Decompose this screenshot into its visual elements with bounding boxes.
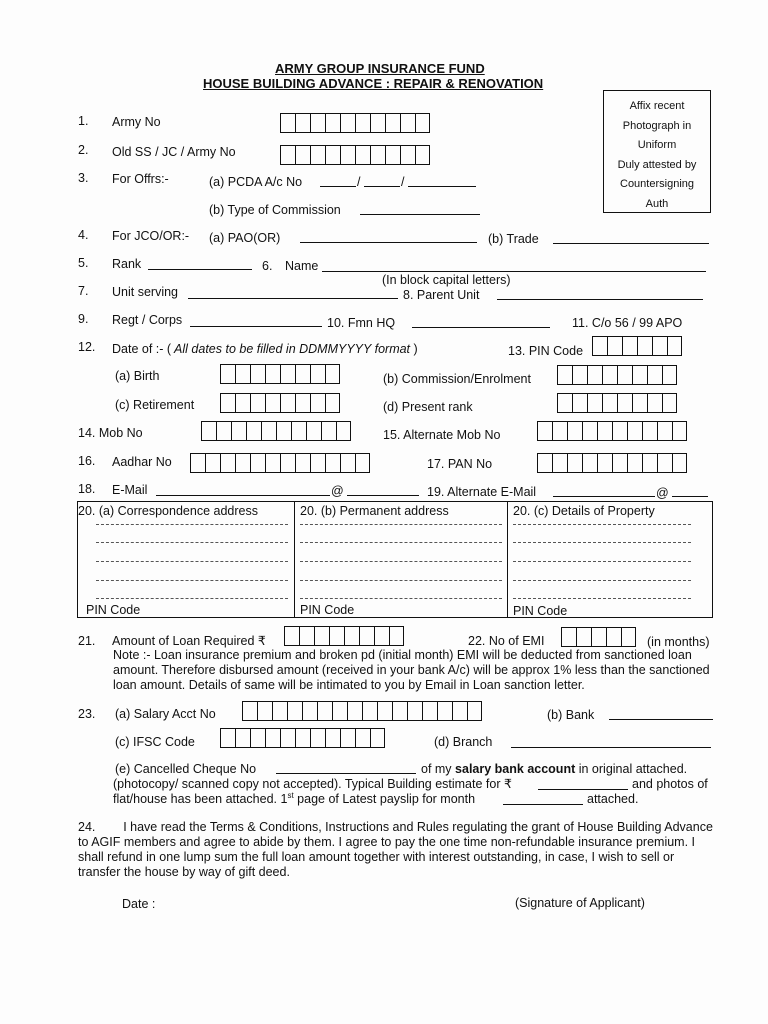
permanent-address-header: 20. (b) Permanent address <box>300 504 449 518</box>
digit-box[interactable] <box>280 728 295 748</box>
item-number: 18. <box>78 482 96 496</box>
property-details-header: 20. (c) Details of Property <box>513 504 655 518</box>
digit-box[interactable] <box>295 364 310 384</box>
item-number: 16. <box>78 454 96 468</box>
digit-box[interactable] <box>622 336 637 356</box>
digit-box[interactable] <box>592 336 607 356</box>
digit-box[interactable] <box>310 453 325 473</box>
digit-box[interactable] <box>310 113 325 133</box>
name-label: Name <box>285 259 319 273</box>
correspondence-address-header: 20. (a) Correspondence address <box>78 504 258 518</box>
cheque-original: in original attached. <box>578 762 688 776</box>
digit-box[interactable] <box>235 364 250 384</box>
rank-label: Rank <box>112 257 142 271</box>
digit-box[interactable] <box>392 701 407 721</box>
digit-box[interactable] <box>617 393 632 413</box>
ifsc-label: (c) IFSC Code <box>115 735 195 749</box>
pao-label: (a) PAO(OR) <box>209 231 281 245</box>
branch-line[interactable] <box>511 747 711 748</box>
unit-label: Unit serving <box>112 285 178 299</box>
digit-box[interactable] <box>567 453 582 473</box>
digit-box[interactable] <box>201 421 216 441</box>
digit-box[interactable] <box>370 145 385 165</box>
digit-box[interactable] <box>632 365 647 385</box>
alt-email-label: 19. Alternate E-Mail <box>427 485 537 499</box>
date-format-note: All dates to be filled in DDMMYYYY format <box>171 342 414 356</box>
alt-email-at: @ <box>656 486 669 500</box>
digit-box[interactable] <box>612 453 627 473</box>
digit-box[interactable] <box>250 364 265 384</box>
digit-box[interactable] <box>400 113 415 133</box>
digit-box[interactable] <box>374 626 389 646</box>
digit-box[interactable] <box>325 364 340 384</box>
digit-box[interactable] <box>672 453 687 473</box>
digit-box[interactable] <box>265 728 280 748</box>
cheque-label: (e) Cancelled Cheque No <box>115 762 257 776</box>
digit-box[interactable] <box>220 728 235 748</box>
digit-box[interactable] <box>220 364 235 384</box>
digit-box[interactable] <box>652 336 667 356</box>
digit-box[interactable] <box>325 145 340 165</box>
old-no-label: Old SS / JC / Army No <box>112 145 236 159</box>
digit-box[interactable] <box>295 453 310 473</box>
digit-box[interactable] <box>662 365 677 385</box>
months-label: (in months) <box>647 635 710 649</box>
digit-box[interactable] <box>415 145 430 165</box>
digit-box[interactable] <box>642 453 657 473</box>
cheque-no-line[interactable] <box>276 773 416 774</box>
branch-label: (d) Branch <box>434 735 493 749</box>
army-no-label: Army No <box>112 115 161 129</box>
commission-label: (b) Commission/Enrolment <box>383 372 531 386</box>
item-number: 5. <box>78 256 89 270</box>
fmn-label: 10. Fmn HQ <box>327 316 396 330</box>
digit-box[interactable] <box>284 626 299 646</box>
estimate-label-end: and photos of <box>632 777 708 791</box>
trade-line[interactable] <box>553 243 709 244</box>
pcda-part3-line[interactable] <box>408 186 476 187</box>
permanent-pin-label: PIN Code <box>300 603 355 617</box>
digit-box[interactable] <box>355 453 370 473</box>
estimate-amount-line[interactable] <box>538 789 628 790</box>
digit-box[interactable] <box>617 365 632 385</box>
digit-box[interactable] <box>190 453 205 473</box>
digit-box[interactable] <box>235 393 250 413</box>
digit-box[interactable] <box>607 336 622 356</box>
salary-acct-boxes[interactable] <box>242 701 482 721</box>
digit-box[interactable] <box>295 113 310 133</box>
digit-box[interactable] <box>340 728 355 748</box>
form-title: ARMY GROUP INSURANCE FUND <box>275 61 485 76</box>
photo-line: Photograph in <box>622 119 692 132</box>
digit-box[interactable] <box>205 453 220 473</box>
digit-box[interactable] <box>400 145 415 165</box>
alt-mob-no-boxes[interactable] <box>537 421 687 441</box>
rank-line[interactable] <box>148 269 252 270</box>
digit-box[interactable] <box>295 393 310 413</box>
digit-box[interactable] <box>362 701 377 721</box>
aadhar-label: Aadhar No <box>112 455 172 469</box>
digit-box[interactable] <box>329 626 344 646</box>
date-close: ) <box>413 342 418 356</box>
digit-box[interactable] <box>287 701 302 721</box>
pcda-label: (a) PCDA A/c No <box>209 175 303 189</box>
emi-label: 22. No of EMI <box>468 634 545 648</box>
fmn-line[interactable] <box>412 327 550 328</box>
item-number: 21. <box>78 634 96 648</box>
digit-box[interactable] <box>642 421 657 441</box>
regt-line[interactable] <box>190 326 322 327</box>
pan-boxes[interactable] <box>537 453 687 473</box>
photo-line: Auth <box>645 197 669 210</box>
item-number: 12. <box>78 340 96 354</box>
aadhar-boxes[interactable] <box>190 453 370 473</box>
digit-box[interactable] <box>265 393 280 413</box>
digit-box[interactable] <box>325 113 340 133</box>
digit-box[interactable] <box>627 421 642 441</box>
digit-box[interactable] <box>370 728 385 748</box>
email-domain-line[interactable] <box>347 495 419 496</box>
pcda-part2-line[interactable] <box>364 186 400 187</box>
digit-box[interactable] <box>422 701 437 721</box>
digit-box[interactable] <box>295 145 310 165</box>
digit-box[interactable] <box>587 393 602 413</box>
cheque-row-end <box>421 763 687 776</box>
digit-box[interactable] <box>317 701 332 721</box>
digit-box[interactable] <box>332 701 347 721</box>
date-of-label: Date of :- ( <box>112 342 172 356</box>
ifsc-boxes[interactable] <box>220 728 385 748</box>
pin-code-label: 13. PIN Code <box>508 344 584 358</box>
property-line[interactable] <box>513 561 691 562</box>
item-number: 4. <box>78 228 89 242</box>
estimate-label: (photocopy/ scanned copy not accepted). Typical Building estimate for ₹ <box>113 777 512 791</box>
payslip-month-line[interactable] <box>503 804 583 805</box>
parent-unit-label: 8. Parent Unit <box>403 288 480 302</box>
date-of-row <box>112 343 418 356</box>
digit-box[interactable] <box>597 421 612 441</box>
digit-box[interactable] <box>302 701 317 721</box>
commission-date-boxes[interactable] <box>557 365 677 385</box>
digit-box[interactable] <box>385 145 400 165</box>
digit-box[interactable] <box>385 113 400 133</box>
alt-email-domain-line[interactable] <box>672 496 708 497</box>
permanent-line[interactable] <box>300 580 502 581</box>
digit-box[interactable] <box>597 453 612 473</box>
trade-label: (b) Trade <box>488 232 539 246</box>
digit-box[interactable] <box>582 453 597 473</box>
old-no-boxes[interactable] <box>280 145 430 165</box>
digit-box[interactable] <box>355 113 370 133</box>
payslip-attached: attached. <box>587 792 639 806</box>
digit-box[interactable] <box>280 364 295 384</box>
digit-box[interactable] <box>557 365 572 385</box>
property-line[interactable] <box>513 580 691 581</box>
pcda-slash: / <box>357 175 361 189</box>
army-no-boxes[interactable] <box>280 113 430 133</box>
unit-line[interactable] <box>188 298 398 299</box>
digit-box[interactable] <box>561 627 576 647</box>
digit-box[interactable] <box>250 453 265 473</box>
digit-box[interactable] <box>257 701 272 721</box>
digit-box[interactable] <box>672 421 687 441</box>
digit-box[interactable] <box>306 421 321 441</box>
digit-box[interactable] <box>467 701 482 721</box>
present-rank-date-boxes[interactable] <box>557 393 677 413</box>
digit-box[interactable] <box>572 365 587 385</box>
photo-line: Duly attested by <box>617 158 697 171</box>
digit-box[interactable] <box>340 113 355 133</box>
digit-box[interactable] <box>537 453 552 473</box>
permanent-line[interactable] <box>300 561 502 562</box>
digit-box[interactable] <box>370 113 385 133</box>
item-number: 23. <box>78 707 96 721</box>
block-letters-note: (In block capital letters) <box>382 273 511 287</box>
permanent-line[interactable] <box>300 598 502 599</box>
column-divider <box>507 502 508 617</box>
digit-box[interactable] <box>321 421 336 441</box>
digit-box[interactable] <box>246 421 261 441</box>
digit-box[interactable] <box>667 336 682 356</box>
loan-amount-boxes[interactable] <box>284 626 404 646</box>
digit-box[interactable] <box>265 364 280 384</box>
pao-line[interactable] <box>300 242 477 243</box>
correspondence-line[interactable] <box>96 542 288 543</box>
payslip-text-a: flat/house has been attached. 1 <box>113 792 288 807</box>
digit-box[interactable] <box>231 421 246 441</box>
loan-note: Note :- Loan insurance premium and broken pd (initial month) EMI will be deducted from sanctioned loan amount. Therefore disbursed amount (received in your bank A/c) will be approx 1% less than the sanctioned loan amount. Details of same will be intimated to you by Email in Loan sanction letter. <box>113 648 710 692</box>
digit-box[interactable] <box>377 701 392 721</box>
digit-box[interactable] <box>359 626 374 646</box>
photo-box[interactable] <box>603 90 711 213</box>
present-rank-label: (d) Present rank <box>383 400 473 414</box>
item-number: 6. <box>262 259 273 273</box>
digit-box[interactable] <box>591 627 606 647</box>
item-number: 3. <box>78 171 89 185</box>
correspondence-line[interactable] <box>96 598 288 599</box>
digit-box[interactable] <box>567 421 582 441</box>
digit-box[interactable] <box>657 421 672 441</box>
jco-label: For JCO/OR:- <box>112 229 190 243</box>
commission-type-label: (b) Type of Commission <box>209 203 341 217</box>
digit-box[interactable] <box>452 701 467 721</box>
digit-box[interactable] <box>647 365 662 385</box>
declaration-paragraph <box>78 820 714 880</box>
digit-box[interactable] <box>261 421 276 441</box>
digit-box[interactable] <box>632 393 647 413</box>
permanent-line[interactable] <box>300 524 502 525</box>
digit-box[interactable] <box>314 626 329 646</box>
birth-date-boxes[interactable] <box>220 364 340 384</box>
digit-box[interactable] <box>437 701 452 721</box>
photo-line: Countersigning <box>620 178 694 190</box>
item-number: 7. <box>78 284 89 298</box>
pan-label: 17. PAN No <box>427 457 493 471</box>
digit-box[interactable] <box>280 145 295 165</box>
salary-acct-label: (a) Salary Acct No <box>115 707 216 721</box>
digit-box[interactable] <box>415 113 430 133</box>
digit-box[interactable] <box>572 393 587 413</box>
digit-box[interactable] <box>265 453 280 473</box>
emi-boxes[interactable] <box>561 627 636 647</box>
digit-box[interactable] <box>355 728 370 748</box>
digit-box[interactable] <box>310 728 325 748</box>
digit-box[interactable] <box>355 145 370 165</box>
digit-box[interactable] <box>582 421 597 441</box>
digit-box[interactable] <box>602 393 617 413</box>
bank-line[interactable] <box>609 719 713 720</box>
form-subtitle: HOUSE BUILDING ADVANCE : REPAIR & RENOVATION <box>203 76 544 91</box>
property-line[interactable] <box>513 598 691 599</box>
digit-box[interactable] <box>216 421 231 441</box>
digit-box[interactable] <box>537 421 552 441</box>
pcda-slash: / <box>401 175 405 189</box>
item-number: 9. <box>78 312 89 326</box>
digit-box[interactable] <box>250 393 265 413</box>
date-label: Date : <box>122 897 156 911</box>
signature-label: (Signature of Applicant) <box>515 896 645 910</box>
email-label: E-Mail <box>112 483 148 497</box>
digit-box[interactable] <box>276 421 291 441</box>
mob-label: 14. Mob No <box>78 426 143 440</box>
digit-box[interactable] <box>552 453 567 473</box>
digit-box[interactable] <box>576 627 591 647</box>
correspondence-line[interactable] <box>96 561 288 562</box>
property-line[interactable] <box>513 524 691 525</box>
digit-box[interactable] <box>310 364 325 384</box>
pcda-part1-line[interactable] <box>320 186 356 187</box>
item-number: 24. <box>78 820 96 834</box>
declaration-text: I have read the Terms & Conditions, Instructions and Rules regulating the grant of House Building Advance to AGIF members and agree to abide by them. I agree to pay the one time non-refundable insurance premium. I shall refund in one lump sum the full loan amount together with interest outstanding, in case, I wish to sell or transfer the house by way of gift deed. <box>78 820 713 879</box>
digit-box[interactable] <box>220 453 235 473</box>
item-number: 1. <box>78 114 89 128</box>
loan-amount-label: Amount of Loan Required ₹ <box>112 634 266 648</box>
alt-email-user-line[interactable] <box>553 496 655 497</box>
photo-line: Uniform <box>637 139 677 151</box>
retirement-date-boxes[interactable] <box>220 393 340 413</box>
photo-line: Affix recent <box>629 100 685 112</box>
digit-box[interactable] <box>242 701 257 721</box>
digit-box[interactable] <box>344 626 359 646</box>
column-divider <box>294 502 295 617</box>
digit-box[interactable] <box>627 453 642 473</box>
digit-box[interactable] <box>662 393 677 413</box>
mob-no-boxes[interactable] <box>201 421 351 441</box>
digit-box[interactable] <box>621 627 636 647</box>
cheque-of-my: of my <box>421 762 452 776</box>
retirement-label: (c) Retirement <box>115 398 195 412</box>
alt-mob-label: 15. Alternate Mob No <box>383 428 501 442</box>
correspondence-line[interactable] <box>96 580 288 581</box>
digit-box[interactable] <box>602 365 617 385</box>
commission-type-line[interactable] <box>360 214 480 215</box>
address-table <box>77 501 713 618</box>
correspondence-line[interactable] <box>96 524 288 525</box>
digit-box[interactable] <box>235 728 250 748</box>
correspondence-pin-label: PIN Code <box>86 603 141 617</box>
payslip-text-b: page of Latest payslip for month <box>293 792 476 807</box>
email-at: @ <box>331 484 344 498</box>
digit-box[interactable] <box>280 393 295 413</box>
digit-box[interactable] <box>657 453 672 473</box>
birth-label: (a) Birth <box>115 369 160 383</box>
property-pin-label: PIN Code <box>513 604 568 618</box>
digit-box[interactable] <box>295 728 310 748</box>
property-line[interactable] <box>513 542 691 543</box>
bank-label: (b) Bank <box>547 708 595 722</box>
digit-box[interactable] <box>272 701 287 721</box>
email-user-line[interactable] <box>156 495 330 496</box>
digit-box[interactable] <box>389 626 404 646</box>
digit-box[interactable] <box>280 453 295 473</box>
digit-box[interactable] <box>612 421 627 441</box>
payslip-sup: st <box>287 791 294 800</box>
digit-box[interactable] <box>336 421 351 441</box>
digit-box[interactable] <box>340 453 355 473</box>
offrs-label: For Offrs:- <box>112 172 169 186</box>
item-number: 2. <box>78 143 89 157</box>
digit-box[interactable] <box>325 393 340 413</box>
digit-box[interactable] <box>325 453 340 473</box>
digit-box[interactable] <box>557 393 572 413</box>
digit-box[interactable] <box>291 421 306 441</box>
digit-box[interactable] <box>647 393 662 413</box>
digit-box[interactable] <box>552 421 567 441</box>
name-line[interactable] <box>322 271 706 272</box>
regt-label: Regt / Corps <box>112 313 183 327</box>
digit-box[interactable] <box>325 728 340 748</box>
digit-box[interactable] <box>347 701 362 721</box>
cheque-salary-bank: salary bank account <box>455 762 576 776</box>
digit-box[interactable] <box>250 728 265 748</box>
payslip-row <box>113 792 475 806</box>
digit-box[interactable] <box>280 113 295 133</box>
digit-box[interactable] <box>235 453 250 473</box>
permanent-line[interactable] <box>300 542 502 543</box>
parent-unit-line[interactable] <box>497 299 703 300</box>
digit-box[interactable] <box>587 365 602 385</box>
co-apo-text: 11. C/o 56 / 99 APO <box>572 316 683 330</box>
pin-code-boxes[interactable] <box>592 336 682 356</box>
digit-box[interactable] <box>606 627 621 647</box>
digit-box[interactable] <box>637 336 652 356</box>
digit-box[interactable] <box>310 393 325 413</box>
digit-box[interactable] <box>407 701 422 721</box>
digit-box[interactable] <box>340 145 355 165</box>
digit-box[interactable] <box>299 626 314 646</box>
digit-box[interactable] <box>220 393 235 413</box>
digit-box[interactable] <box>310 145 325 165</box>
